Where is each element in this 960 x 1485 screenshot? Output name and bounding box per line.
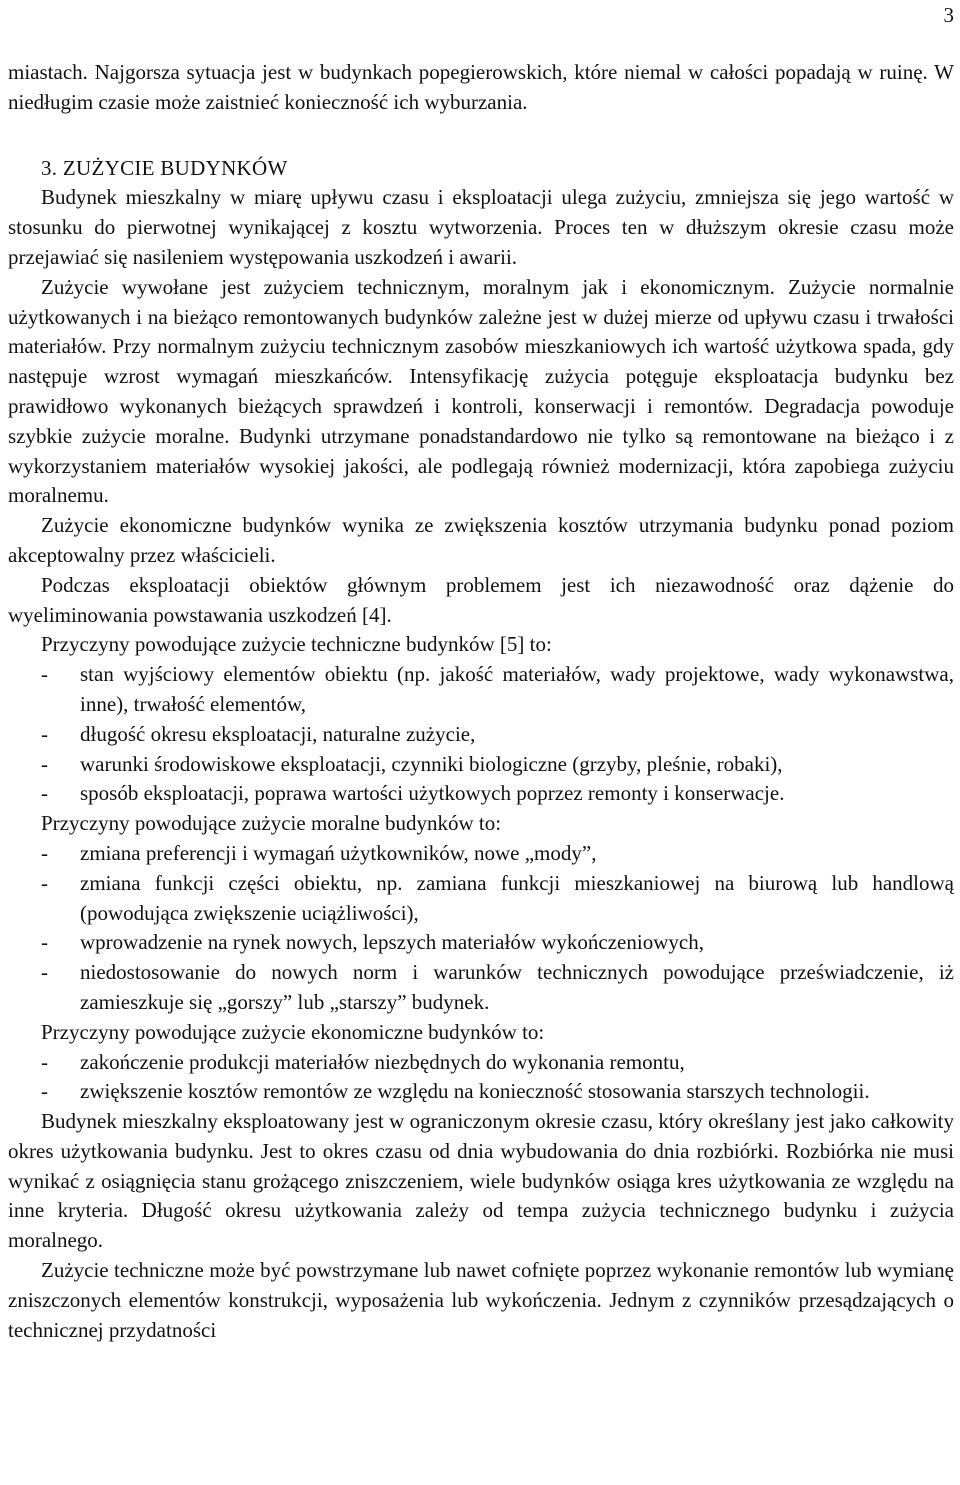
- list-item: [8, 958, 954, 1018]
- list-item-text: stan wyjściowy elementów obiektu (np. jakość materiałów, wady projektowe, wady wykonawstwa, inne), trwałość elementów,: [80, 662, 954, 716]
- list-dash: -: [41, 1079, 48, 1104]
- list-item-text: warunki środowiskowe eksploatacji, czynniki biologiczne (grzyby, pleśnie, robaki),: [80, 751, 783, 776]
- list-item: [8, 750, 954, 780]
- list-dash: -: [41, 751, 48, 776]
- paragraph: Budynek mieszkalny w miarę upływu czasu i eksploatacji ulega zużyciu, zmniejsza się jego wartość w stosunku do pierwotnej wynikającej z kosztu wytworzenia. Proces ten w dłuższym okresie czasu może przejawiać się nasileniem występowania uszkodzeń i awarii.: [8, 185, 954, 269]
- list-item: [8, 720, 954, 750]
- list-item-text: sposób eksploatacji, poprawa wartości użytkowych poprzez remonty i konserwacje.: [80, 781, 785, 806]
- section-heading: 3. ZUŻYCIE BUDYNKÓW: [41, 155, 288, 180]
- paragraph: Zużycie ekonomiczne budynków wynika ze zwiększenia kosztów utrzymania budynku ponad poziom akceptowalny przez właścicieli.: [8, 513, 954, 567]
- list-dash: -: [41, 930, 48, 955]
- paragraph: Zużycie wywołane jest zużyciem technicznym, moralnym jak i ekonomicznym. Zużycie normalnie użytkowanych i na bieżąco remontowanych budynków zależne jest w dużej mierze od upływu czasu i trwałości materiałów. Przy normalnym zużyciu technicznym zasobów mieszkaniowych ich wartość użytkowa spada, gdy następuje wzrost wymagań mieszkańców. Intensyfikację zużycia potęguje eksploatacja budynku bez prawidłowo wykonanych bieżących sprawdzeń i kontroli, konserwacji i remontów. Degradacja powoduje szybkie zużycie moralne. Budynki utrzymane ponadstandardowo nie tylko są remontowane na bieżąco i z wykorzystaniem materiałów wysokiej jakości, ale podlegają również modernizacji, która zapobiega zużyciu moralnemu.: [8, 274, 954, 508]
- list-item: [8, 1077, 954, 1107]
- list-item: [8, 839, 954, 869]
- list-item-text: niedostosowanie do nowych norm i warunków technicznych powodujące przeświadczenie, iż zamieszkuje się „gorszy” lub „starszy” budynek.: [80, 960, 954, 1014]
- list-item-text: zmiana preferencji i wymagań użytkowników, nowe „mody”,: [80, 840, 597, 865]
- page-number: 3: [943, 3, 954, 27]
- list-item-text: wprowadzenie na rynek nowych, lepszych materiałów wykończeniowych,: [80, 930, 704, 955]
- paragraph: Podczas eksploatacji obiektów głównym problemem jest ich niezawodność oraz dążenie do wyeliminowania powstawania uszkodzeń [4].: [8, 572, 954, 627]
- list-dash: -: [41, 662, 48, 687]
- list-item-text: zwiększenie kosztów remontów ze względu na konieczność stosowania starszych technologii.: [80, 1079, 870, 1104]
- list-item: [8, 869, 954, 929]
- paragraph: Zużycie techniczne może być powstrzymane lub nawet cofnięte poprzez wykonanie remontów lub wymianę zniszczonych elementów konstrukcji, wyposażenia lub wykończenia. Jednym z czynników przesądzających o technicznej przydatności: [8, 1258, 954, 1342]
- list-dash: -: [41, 781, 48, 806]
- list-moral: [8, 839, 954, 1018]
- list-intro-economic: Przyczyny powodujące zużycie ekonomiczne budynków to:: [41, 1019, 545, 1044]
- list-intro-technical: Przyczyny powodujące zużycie techniczne budynków [5] to:: [41, 632, 552, 657]
- list-item: [8, 1048, 954, 1078]
- list-item-text: długość okresu eksploatacji, naturalne zużycie,: [80, 721, 476, 746]
- list-dash: -: [41, 870, 48, 895]
- list-intro-moral: Przyczyny powodujące zużycie moralne budynków to:: [41, 811, 502, 836]
- list-economic: [8, 1048, 954, 1108]
- list-technical: [8, 660, 954, 809]
- list-dash: -: [41, 960, 48, 985]
- list-dash: -: [41, 721, 48, 746]
- list-item: [8, 928, 954, 958]
- list-item: [8, 660, 954, 720]
- list-dash: -: [41, 840, 48, 865]
- list-item-text: zakończenie produkcji materiałów niezbędnych do wykonania remontu,: [80, 1049, 685, 1074]
- list-item-text: zmiana funkcji części obiektu, np. zamiana funkcji mieszkaniowej na biurową lub handlową (powodująca zwiększenie uciążliwości),: [80, 870, 954, 925]
- intro-paragraph: miastach. Najgorsza sytuacja jest w budynkach popegierowskich, które niemal w całości popadają w ruinę. W niedługim czasie może zaistnieć konieczność ich wyburzania.: [8, 60, 954, 114]
- paragraph: Budynek mieszkalny eksploatowany jest w ograniczonym okresie czasu, który określany jest jako całkowity okres użytkowania budynku. Jest to okres czasu od dnia wybudowania do dnia rozbiórki. Rozbiórka nie musi wynikać z osiągnięcia stanu grożącego zniszczeniem, wiele budynków osiąga kres użytkowania ze względu na inne kryteria. Długość okresu użytkowania zależy od tempa zużycia technicznego budynku i zużycia moralnego.: [8, 1109, 954, 1253]
- list-item: [8, 779, 954, 809]
- list-dash: -: [41, 1049, 48, 1074]
- section-spacer: [8, 118, 954, 154]
- document-body: [8, 58, 954, 1345]
